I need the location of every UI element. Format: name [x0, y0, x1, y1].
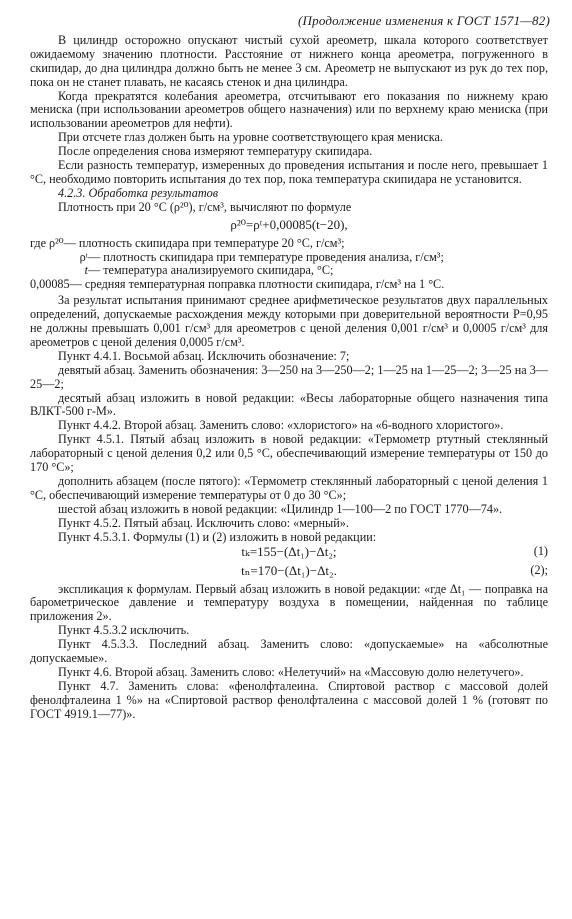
paragraph: В цилиндр осторожно опускают чистый сухой ареометр, шкала которого соответствует ожидаемому значению плотности. Расстояние от нижнего конца ареометра, погруженного в скипидар, до дна цилиндра должно быть не менее 3 см. Ареометр не выпускают из рук до тех пор, пока он не станет плавать, не касаясь стенок и дна цилиндра.	[30, 32, 548, 89]
definition-row	[30, 251, 548, 265]
formula-2: tₙ=170−(Δt₁)−Δt₂.	[241, 562, 337, 578]
formula-number: (1)	[533, 543, 548, 558]
definition-term: ρᵗ	[79, 249, 88, 264]
density-formula: ρ²⁰=ρᵗ+0,00085(t−20),	[230, 216, 348, 232]
paragraph: девятый абзац. Заменить обозначения: 3—250 на 3—250—2; 1—25 на 1—25—2; 3—25 на 3—25—2;	[30, 362, 548, 391]
paragraph: Плотность при 20 °C (ρ²⁰), г/см³, вычисляют по формуле	[58, 199, 352, 214]
paragraph: Пункт 4.6. Второй абзац. Заменить слово: «Нелетучий» на «Массовую долю нелетучего».	[58, 664, 524, 679]
paragraph: Пункт 4.5.1. Пятый абзац изложить в новой редакции: «Термометр ртутный стеклянный лабораторный с ценой деления 0,2 или 0,5 °C, обеспечивающий измерение температуры от 150 до 170 °C»;	[30, 432, 548, 475]
formula-row	[30, 564, 548, 583]
section-heading: 4.2.3. Обработка результатов	[58, 185, 219, 200]
definition-text: — плотность скипидара при температуре проведения анализа, г/см³;	[88, 249, 444, 264]
paragraph: Если разность температур, измеренных до проведения испытания и после него, превышает 1 °C, необходимо повторить испытания до тех пор, пока температура скипидара не установится.	[30, 158, 548, 186]
paragraph: За результат испытания принимают среднее арифметическое результатов двух параллельных определений, допускаемые расхождения между которыми при доверительной вероятности P=0,95 не должны превышать 0,001 г/см³ для ареометров с ценой деления 0,001 г/см³ и 0,0005 г/см³ для ареометров с ценой деления 0,0005 г/см³.	[30, 293, 548, 349]
paragraph: шестой абзац изложить в новой редакции: «Цилиндр 1—100—2 по ГОСТ 1770—74».	[58, 501, 503, 516]
paragraph: Когда прекратятся колебания ареометра, отсчитывают его показания по нижнему краю мениска (при использовании ареометров общего назначения) или по верхнему краю мениска (при использовании ареометров для нефти).	[30, 88, 548, 131]
paragraph: Пункт 4.5.3.1. Формулы (1) и (2) изложить в новой редакции:	[58, 529, 377, 544]
definition-text: — средняя температурная поправка плотности скипидара, г/см³ на 1 °C.	[69, 277, 445, 292]
paragraph: дополнить абзацем (после пятого): «Термометр стеклянный лабораторный с ценой деления 1 °C, обеспечивающий измерение температуры от 0 до 30 °C»;	[30, 474, 548, 502]
definition-row	[30, 264, 548, 278]
definition-row	[30, 278, 548, 292]
paragraph: При отсчете глаз должен быть на уровне соответствующего края мениска.	[58, 130, 443, 145]
paragraph: Пункт 4.4.2. Второй абзац. Заменить слово: «хлористого» на «6-водного хлористого».	[58, 418, 504, 433]
definition-row	[30, 237, 548, 251]
paragraph: экспликация к формулам. Первый абзац изложить в новой редакции: «где Δt₁ — поправка на барометрическое давление и температуру воздуха в помещении, найденная по таблице приложения 2».	[30, 581, 548, 624]
paragraph: Пункт 4.5.3.3. Последний абзац. Заменить слово: «допускаемые» на «абсолютные допускаемые».	[30, 637, 548, 666]
definition-term: 0,00085	[30, 277, 70, 292]
paragraph: Пункт 4.4.1. Восьмой абзац. Исключить обозначение: 7;	[58, 348, 350, 363]
formula-1: tₖ=155−(Δt₁)−Δt₂;	[241, 543, 337, 559]
definition-text: — плотность скипидара при температуре 20 °C, г/см³;	[63, 235, 345, 250]
formula-number: (2);	[530, 562, 548, 577]
paragraph: Пункт 4.5.2. Пятый абзац. Исключить слово: «мерный».	[58, 515, 349, 530]
definition-text: — температура анализируемого скипидара, °C;	[88, 263, 334, 278]
page-header: (Продолжение изменения к ГОСТ 1571—82)	[298, 13, 550, 28]
paragraph: десятый абзац изложить в новой редакции: «Весы лабораторные общего назначения типа ВЛКТ-500 г-М».	[30, 390, 548, 419]
document-page	[30, 14, 548, 722]
formula-row	[30, 545, 548, 564]
paragraph: После определения снова измеряют температуру скипидара.	[58, 144, 373, 159]
paragraph: Пункт 4.5.3.2 исключить.	[58, 623, 190, 638]
definition-term: где ρ²⁰	[30, 235, 64, 250]
definition-term: t	[84, 263, 88, 278]
paragraph: Пункт 4.7. Заменить слова: «фенолфталеина. Спиртовой раствор с массовой долей фенолфталеина 1 %» на «Спиртовой раствор фенолфталеина с массовой долей 1 % (готовят по ГОСТ 4919.1—77)».	[30, 678, 548, 721]
